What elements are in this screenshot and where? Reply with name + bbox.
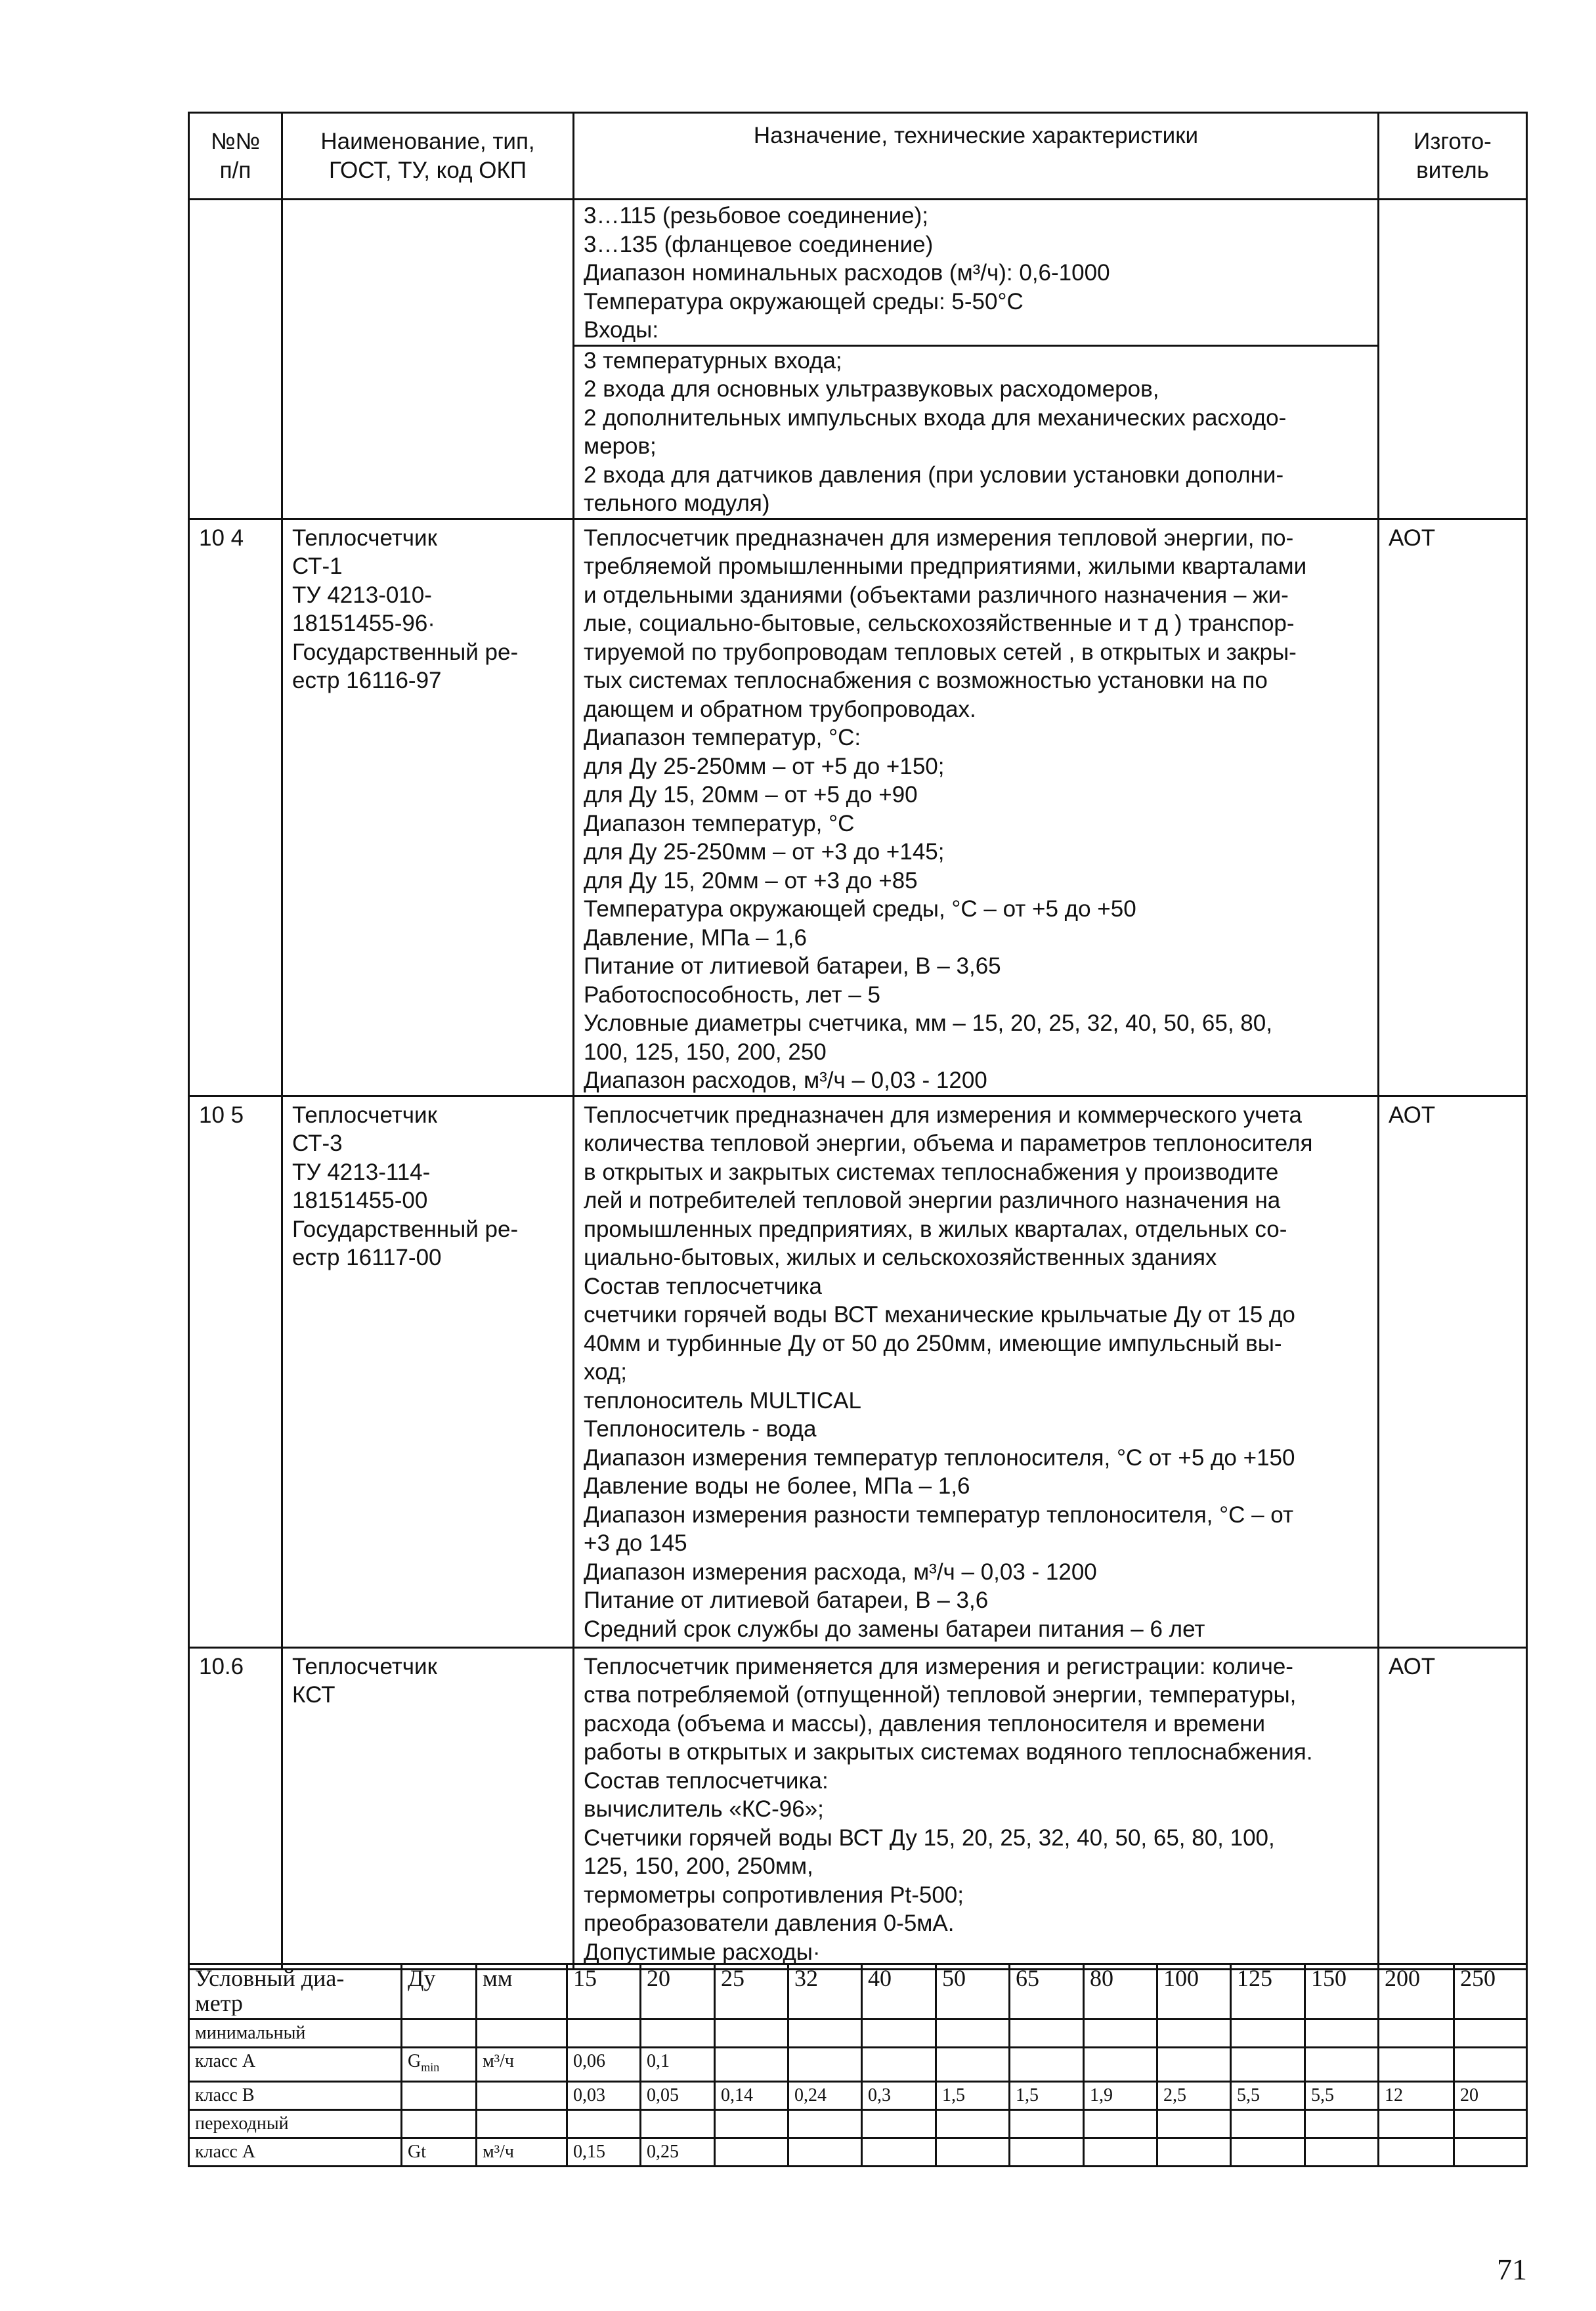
flow-value <box>715 2019 788 2048</box>
flow-value <box>1010 2048 1084 2082</box>
row-unit <box>477 2019 567 2048</box>
flow-value: 0,1 <box>641 2048 715 2082</box>
diameter-value: 20 <box>641 1964 715 2019</box>
flow-value <box>1231 2048 1305 2082</box>
flow-value <box>1454 2109 1527 2138</box>
diameter-symbol: Ду <box>402 1964 477 2019</box>
inputs-subblock: 3 температурных входа; 2 входа для основных ультразвуковых расходомеров, 2 дополнительных импульсных входа для механических расходо- меров; 2 входа для датчиков давления (при условии установки дополни- тельного модуля) <box>574 345 1377 518</box>
flow-value <box>788 2109 862 2138</box>
cell-maker: АОТ <box>1379 1647 1527 1969</box>
diameter-value: 125 <box>1231 1964 1305 2019</box>
table-row-10-4 <box>189 519 1527 1096</box>
flow-value: 0,24 <box>788 2081 862 2109</box>
flow-value <box>1084 2019 1157 2048</box>
row-label: переходный <box>189 2109 402 2138</box>
diameter-value: 200 <box>1379 1964 1454 2019</box>
diameter-value: 65 <box>1010 1964 1084 2019</box>
flow-value <box>567 2019 641 2048</box>
cell-maker: АОТ <box>1379 519 1527 1096</box>
flow-value <box>936 2109 1010 2138</box>
flow-value <box>1454 2138 1527 2166</box>
row-unit <box>477 2081 567 2109</box>
flow-value <box>715 2138 788 2166</box>
row-label: класс В <box>189 2081 402 2109</box>
flow-value: 0,14 <box>715 2081 788 2109</box>
flow-value <box>1084 2048 1157 2082</box>
flow-value <box>1379 2019 1454 2048</box>
cell-text: Теплосчетчик предназначен для измерения тепловой энергии, по- требляемой промышленными предприятиями, жилыми кварталами и отдельными зданиями (объектами различного назначения – жи- лые, социально-бытовые, сельскохозяйственные и т д ) транспор- тируемой по трубопроводам тепловых сетей , в открытых и закры- тых системах теплоснабжения с возможностью установки на по дающем и обратном трубопроводах. Диапазон температур, °С: для Ду 25-250мм – от +5 до +150; для Ду 15, 20мм – от +5 до +90 Диапазон температур, °С для Ду 25-250мм – от +3 до +145; для Ду 15, 20мм – от +3 до +85 Температура окружающей среды, °С – от +5 до +50 Давление, МПа – 1,6 Питание от литиевой батареи, В – 3,65 Работоспособность, лет – 5 Условные диаметры счетчика, мм – 15, 20, 25, 32, 40, 50, 65, 80, 100, 125, 150, 200, 250 Диапазон расходов, м³/ч – 0,03 - 1200 <box>574 519 1379 1096</box>
table-row-10-5 <box>189 1096 1527 1647</box>
cell-text: Теплосчетчик предназначен для измерения и коммерческого учета количества тепловой энергии, объема и параметров теплоносителя в открытых и закрытых системах теплоснабжения у производите лей и потребителей тепловой энергии различного назначения на промышленных предприятиях, в жилых кварталах, отдельных со- циально-бытовых, жилых и сельскохозяйственных зданиях Состав теплосчетчика счетчики горячей воды ВСТ механические крыльчатые Ду от 15 до 40мм и турбинные Ду от 50 до 250мм, имеющие импульсный вы- ход; теплоноситель MULTICAL Теплоноситель - вода Диапазон измерения температур теплоносителя, °С от +5 до +150 Давление воды не более, МПа – 1,6 Диапазон измерения разности температур теплоносителя, °С – от +3 до 145 Диапазон измерения расхода, м³/ч – 0,03 - 1200 Питание от литиевой батареи, В – 3,6 Средний срок службы до замены батареи питания – 6 лет <box>574 1096 1379 1647</box>
flow-value: 0,05 <box>641 2081 715 2109</box>
flow-value <box>862 2109 936 2138</box>
flow-value <box>715 2048 788 2082</box>
flow-value: 1,5 <box>936 2081 1010 2109</box>
row-unit <box>477 2109 567 2138</box>
flow-value <box>641 2019 715 2048</box>
flow-table-row <box>189 2109 1527 2138</box>
flow-value: 0,15 <box>567 2138 641 2166</box>
cell-name: Теплосчетчик КСТ <box>282 1647 574 1969</box>
flow-value <box>788 2048 862 2082</box>
flow-value <box>788 2019 862 2048</box>
flow-value <box>1379 2138 1454 2166</box>
table-row-10-6 <box>189 1647 1527 1969</box>
flow-value: 1,9 <box>1084 2081 1157 2109</box>
flow-value <box>1157 2048 1231 2082</box>
flow-value <box>1010 2109 1084 2138</box>
header-name: Наименование, тип, ГОСТ, ТУ, код ОКП <box>282 113 574 200</box>
flow-value <box>1454 2019 1527 2048</box>
cell-name: Теплосчетчик СТ-1 ТУ 4213-010- 18151455-96· Государственный ре- естр 16116-97 <box>282 519 574 1096</box>
cell-num: 10.6 <box>189 1647 282 1969</box>
flow-value <box>715 2109 788 2138</box>
table-row-continuation <box>189 200 1527 519</box>
flow-value <box>641 2109 715 2138</box>
flow-value: 0,3 <box>862 2081 936 2109</box>
flow-value <box>1084 2109 1157 2138</box>
flow-value <box>1157 2019 1231 2048</box>
page-number: 71 <box>1497 2253 1527 2286</box>
flow-value <box>936 2048 1010 2082</box>
diameter-label <box>189 1964 402 2019</box>
row-symbol <box>402 2019 477 2048</box>
diameter-value: 25 <box>715 1964 788 2019</box>
flow-value <box>1084 2138 1157 2166</box>
flow-table-row <box>189 2081 1527 2109</box>
diameter-value: 100 <box>1157 1964 1231 2019</box>
cell-maker: АОТ <box>1379 1096 1527 1647</box>
flow-value <box>1231 2109 1305 2138</box>
flow-value: 12 <box>1379 2081 1454 2109</box>
flow-value: 5,5 <box>1231 2081 1305 2109</box>
symbol-subscript: min <box>421 2060 440 2074</box>
flow-value <box>1305 2109 1379 2138</box>
header-num: №№ п/п <box>189 113 282 200</box>
flow-value <box>1305 2048 1379 2082</box>
diameter-value: 15 <box>567 1964 641 2019</box>
flow-table-row <box>189 2048 1527 2082</box>
flow-value: 5,5 <box>1305 2081 1379 2109</box>
row-unit: м³/ч <box>477 2048 567 2082</box>
flow-value <box>1157 2109 1231 2138</box>
flow-rate-table <box>188 1963 1528 2167</box>
diameter-label-line: метр <box>195 1991 243 2016</box>
diameter-value: 50 <box>936 1964 1010 2019</box>
row-symbol: $G_{min}$ <box>402 2048 477 2082</box>
row-symbol: Gt <box>402 2138 477 2166</box>
flow-value: 0,25 <box>641 2138 715 2166</box>
diameter-label-line: Условный диа- <box>195 1966 345 1991</box>
row-label: класс А <box>189 2138 402 2166</box>
row-label: минимальный <box>189 2019 402 2048</box>
flow-value <box>862 2019 936 2048</box>
flow-value <box>1379 2048 1454 2082</box>
diameter-value: 250 <box>1454 1964 1527 2019</box>
diameter-value: 32 <box>788 1964 862 2019</box>
equipment-table <box>188 112 1528 1970</box>
flow-value <box>936 2138 1010 2166</box>
flow-value: 2,5 <box>1157 2081 1231 2109</box>
row-symbol <box>402 2109 477 2138</box>
header-purpose: Назначение, технические характеристики <box>574 113 1379 200</box>
flow-value: 1,5 <box>1010 2081 1084 2109</box>
flow-value: 0,06 <box>567 2048 641 2082</box>
cell-name: Теплосчетчик СТ-3 ТУ 4213-114- 18151455-00 Государственный ре- естр 16117-00 <box>282 1096 574 1647</box>
row-unit: м³/ч <box>477 2138 567 2166</box>
cell-name <box>282 200 574 519</box>
flow-value <box>862 2138 936 2166</box>
flow-value <box>1010 2019 1084 2048</box>
cell-text: 3…115 (резьбовое соединение); 3…135 (фланцевое соединение) Диапазон номинальных расходов (м³/ч): 0,6-1000 Температура окружающей среды: 5-50°С Входы: 3 температурных входа; 2 входа для основных ультразвуковых расходомеров, 2 дополнительных импульсных входа для механических расходо- меров; 2 входа для датчиков давления (при условии установки дополни- тельного модуля) <box>574 200 1379 519</box>
diameter-value: 80 <box>1084 1964 1157 2019</box>
row-label: класс А <box>189 2048 402 2082</box>
table-header-row <box>189 113 1527 200</box>
flow-value <box>1305 2138 1379 2166</box>
cell-maker <box>1379 200 1527 519</box>
cell-text: Теплосчетчик применяется для измерения и регистрации: количе- ства потребляемой (отпущенной) тепловой энергии, температуры, расхода (объема и массы), давления теплоносителя и времени работы в открытых и закрытых системах водяного теплоснабжения. Состав теплосчетчика: вычислитель «КС-96»; Счетчики горячей воды ВСТ Ду 15, 20, 25, 32, 40, 50, 65, 80, 100, 125, 150, 200, 250мм, термометры сопротивления Pt-500; преобразователи давления 0-5мА. Допустимые расходы· <box>574 1647 1379 1969</box>
cell-num: 10 4 <box>189 519 282 1096</box>
flow-value <box>788 2138 862 2166</box>
cell-num <box>189 200 282 519</box>
flow-value <box>567 2109 641 2138</box>
row-symbol <box>402 2081 477 2109</box>
flow-table-header-row <box>189 1964 1527 2019</box>
flow-value <box>1305 2019 1379 2048</box>
flow-value <box>1231 2019 1305 2048</box>
diameter-value: 150 <box>1305 1964 1379 2019</box>
flow-value <box>1231 2138 1305 2166</box>
flow-value <box>1379 2109 1454 2138</box>
flow-value <box>1157 2138 1231 2166</box>
flow-value: 0,03 <box>567 2081 641 2109</box>
cell-num: 10 5 <box>189 1096 282 1647</box>
flow-value <box>936 2019 1010 2048</box>
flow-value <box>1010 2138 1084 2166</box>
flow-value <box>862 2048 936 2082</box>
header-maker: Изгото- витель <box>1379 113 1527 200</box>
flow-value: 20 <box>1454 2081 1527 2109</box>
flow-table-row <box>189 2138 1527 2166</box>
diameter-value: 40 <box>862 1964 936 2019</box>
flow-table-row <box>189 2019 1527 2048</box>
diameter-unit: мм <box>477 1964 567 2019</box>
flow-value <box>1454 2048 1527 2082</box>
